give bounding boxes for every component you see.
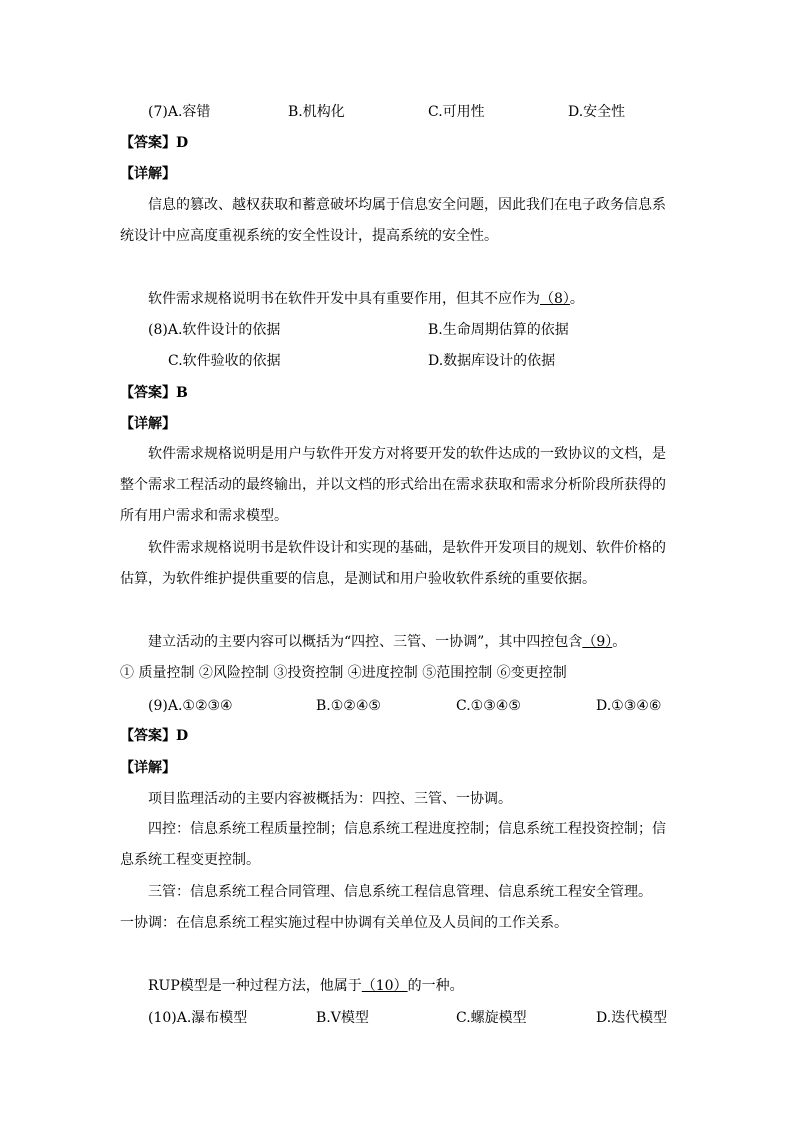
q10-stem-end: 的一种。 xyxy=(407,978,464,994)
answer-label: 【答案】 xyxy=(120,135,176,151)
q9-option-b: B.①②④⑤ xyxy=(316,698,381,714)
q10-blank: （10） xyxy=(361,978,408,994)
q7-answer xyxy=(120,133,188,153)
q8-option-d: D.数据库设计的依据 xyxy=(428,353,556,369)
q7-explanation: 信息的篡改、越权获取和蓄意破坏均属于信息安全问题，因此我们在电子政务信息系统设计中应高度重视系统的安全性设计，提高系统的安全性。 xyxy=(120,197,666,244)
answer-value: D xyxy=(176,728,189,744)
q9-answer xyxy=(120,726,188,746)
q10-stem xyxy=(148,976,464,996)
answer-value: B xyxy=(176,385,188,401)
q7-option-c: C.可用性 xyxy=(428,104,485,120)
answer-label: 【答案】 xyxy=(120,385,176,401)
q10-option-c: C.螺旋模型 xyxy=(456,1010,527,1026)
q8-stem-end: 。 xyxy=(569,291,584,307)
q9-option-a: (9)A.①②③④ xyxy=(148,698,233,714)
q7-option-d: D.安全性 xyxy=(568,104,626,120)
q9-blank: （9） xyxy=(582,634,613,650)
q9-explanation-3: 三管：信息系统工程合同管理、信息系统工程信息管理、信息系统工程安全管理。 xyxy=(148,884,652,900)
q8-explanation-2: 软件需求规格说明书是软件设计和实现的基础，是软件开发项目的规划、软件价格的估算，为软件维护提供重要的信息，是测试和用户验收软件系统的重要依据。 xyxy=(120,540,666,587)
q9-explanation-2: 四控：信息系统工程质量控制；信息系统工程进度控制；信息系统工程投资控制；信息系统工程变更控制。 xyxy=(120,821,666,868)
q9-stem-text: 建立活动的主要内容可以概括为“四控、三管、一协调”，其中四控包含 xyxy=(148,634,583,650)
q8-option-b: B.生命周期估算的依据 xyxy=(428,322,569,338)
q8-answer xyxy=(120,383,188,403)
q9-detail-label: 【详解】 xyxy=(120,760,176,776)
q7-option-a: (7)A.容错 xyxy=(148,104,211,120)
q8-stem xyxy=(148,289,584,309)
q10-stem-text: RUP模型是一种过程方法，他属于 xyxy=(148,978,362,994)
q9-stem-end: 。 xyxy=(612,634,627,650)
q7-option-b: B.机构化 xyxy=(288,104,345,120)
q8-option-c: C.软件验收的依据 xyxy=(168,353,281,369)
q8-blank: （8） xyxy=(540,291,570,307)
q9-stem xyxy=(148,632,626,652)
q9-option-c: C.①③④⑤ xyxy=(456,698,521,714)
q10-option-a: (10)A.瀑布模型 xyxy=(148,1010,248,1026)
q7-detail-label: 【详解】 xyxy=(120,166,176,182)
q9-option-d: D.①③④⑥ xyxy=(596,698,662,714)
q8-detail-label: 【详解】 xyxy=(120,416,176,432)
q9-items: ① 质量控制 ②风险控制 ③投资控制 ④进度控制 ⑤范围控制 ⑥变更控制 xyxy=(120,665,567,681)
q9-explanation-4: 一协调：在信息系统工程实施过程中协调有关单位及人员间的工作关系。 xyxy=(120,915,568,931)
q8-explanation-1: 软件需求规格说明是用户与软件开发方对将要开发的软件达成的一致协议的文档，是整个需求工程活动的最终输出，并以文档的形式给出在需求获取和需求分析阶段所获得的所有用户需求和需求模型。 xyxy=(120,446,666,524)
q10-option-d: D.迭代模型 xyxy=(596,1010,668,1026)
q8-stem-text: 软件需求规格说明书在软件开发中具有重要作用，但其不应作为 xyxy=(148,291,540,307)
answer-value: D xyxy=(176,135,189,151)
q8-option-a: (8)A.软件设计的依据 xyxy=(148,322,281,338)
q9-explanation-1: 项目监理活动的主要内容被概括为：四控、三管、一协调。 xyxy=(148,791,512,807)
q10-option-b: B.V模型 xyxy=(316,1010,369,1026)
answer-label: 【答案】 xyxy=(120,728,176,744)
